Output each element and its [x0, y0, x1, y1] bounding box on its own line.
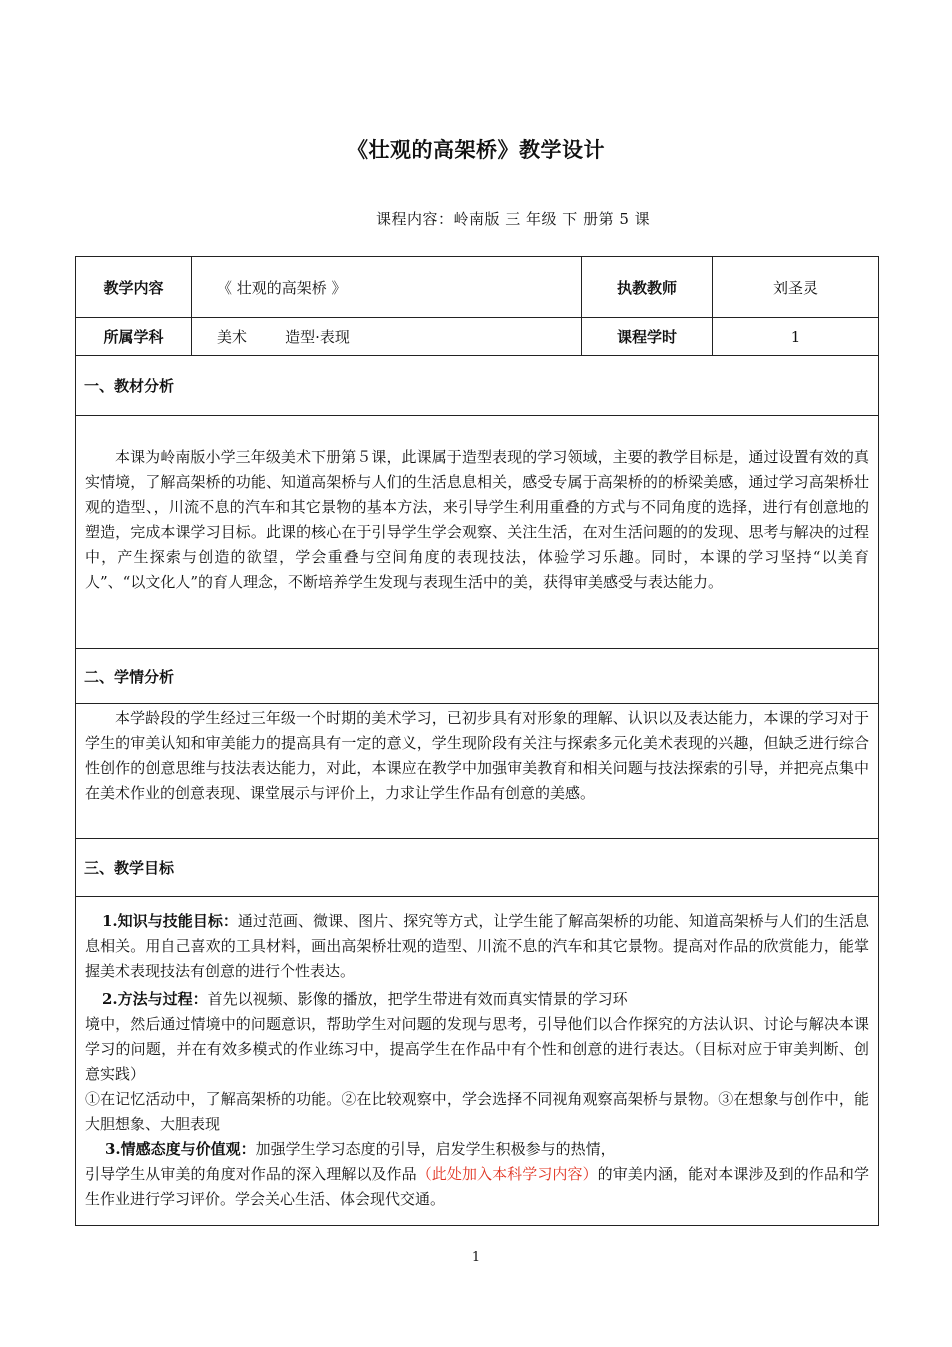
- info-row-content: [76, 257, 879, 318]
- textbook-analysis-text: 本课为岭南版小学三年级美术下册第５课，此课属于造型表现的学习领域，主要的教学目标是，通过设置有效的真实情境，了解高架桥的功能、知道高架桥与人们的生活息息相关，感受专属于高架桥的的桥梁美感，通过学习高架桥壮观的造型、，川流不息的汽车和其它景物的基本方法，来引导学生利用重叠的方式与不同角度的选择，进行有创意地的塑造，完成本课学习目标。此课的核心在于引导学生学会观察、关注生活，在对生活问题的的发现、思考与解决的过程中，产生探索与创造的欲望，学会重叠与空间角度的表现技法，体验学习乐趣。同时，本课的学习坚持“以美育人”、“以文化人”的育人理念，不断培养学生发现与表现生活中的美，获得审美感受与表达能力。: [85, 448, 869, 591]
- lesson-design-table: [75, 256, 879, 1226]
- goal-emotion-label: 3.情感态度与价值观：: [105, 1140, 256, 1158]
- section-heading-student-analysis: 二、学情分析: [76, 649, 879, 704]
- teaching-goals-cell: [76, 897, 879, 1226]
- goal-emotion-text-b2: 的审美内涵，能对本课涉及到的作品和学生作业进行学习评价。学会关心生活、体会现代交通。: [85, 1165, 869, 1208]
- label-teacher: 执教教师: [582, 257, 713, 318]
- goal-method-process: [85, 987, 869, 1012]
- course-subtitle: 课程内容：岭南版 三 年级 下 册第 5 课: [376, 210, 651, 228]
- textbook-analysis-cell: [76, 416, 879, 649]
- goal-emotion-text-b: [85, 1162, 869, 1212]
- goal-method-text-b: 境中，然后通过情境中的问题意识，帮助学生对问题的发现与思考，引导他们以合作探究的方法认识、讨论与解决本课学习的问题，并在有效多模式的作业练习中，提高学生在作品中有个性和创意的进行表达。（目标对应于审美判断、创意实践）: [85, 1015, 869, 1083]
- course-hours-value: 1: [713, 318, 879, 356]
- teacher-value: 刘圣灵: [713, 257, 879, 318]
- goal-method-text-c: ①在记忆活动中，了解高架桥的功能。②在比较观察中，学会选择不同视角观察高架桥与景物。③在想象与创作中，能大胆想象、大胆表现: [85, 1090, 869, 1133]
- student-analysis-cell: [76, 704, 879, 839]
- goal-emotion-annotation: （此处加入本科学习内容）: [416, 1165, 598, 1183]
- label-teaching-content: 教学内容: [76, 257, 192, 318]
- goal-knowledge-text: 通过范画、微课、图片、探究等方式，让学生能了解高架桥的功能、知道高架桥与人们的生活息息相关。用自己喜欢的工具材料，画出高架桥壮观的造型、川流不息的汽车和其它景物。提高对作品的欣赏能力，能掌握美术表现技法有创意的进行个性表达。: [85, 912, 869, 980]
- goal-emotion-text-a: 加强学生学习态度的引导，启发学生积极参与的热情，: [255, 1140, 616, 1158]
- goal-emotion-values: [85, 1137, 869, 1162]
- label-subject: 所属学科: [76, 318, 192, 356]
- label-course-hours: 课程学时: [582, 318, 713, 356]
- section-heading-textbook-analysis: 一、教材分析: [76, 356, 879, 416]
- goal-knowledge-skills: [85, 909, 869, 984]
- document-title: 《壮观的高架桥》教学设计: [347, 138, 605, 162]
- student-analysis-text: 本学龄段的学生经过三年级一个时期的美术学习，已初步具有对形象的理解、认识以及表达能力，本课的学习对于学生的审美认知和审美能力的提高具有一定的意义，学生现阶段有关注与探索多元化美术表现的兴趣，但缺乏进行综合性创作的创意思维与技法表达能力，对此，本课应在教学中加强审美教育和相关问题与技法探索的引导，并把亮点集中在美术作业的创意表现、课堂展示与评价上，力求让学生作品有创意的美感。: [85, 709, 869, 802]
- page-number: 1: [471, 1250, 481, 1265]
- section-heading-teaching-goals: 三、教学目标: [76, 839, 879, 897]
- teaching-content-value: 《 壮观的高架桥 》: [192, 257, 582, 318]
- subject-value: 美术 造型·表现: [192, 318, 582, 356]
- goal-knowledge-label: 1.知识与技能目标：: [102, 912, 238, 930]
- goal-method-label: 2.方法与过程：: [102, 990, 208, 1008]
- info-row-subject: [76, 318, 879, 356]
- goal-emotion-text-b1: 引导学生从审美的角度对作品的深入理解以及作品: [85, 1165, 417, 1183]
- goal-method-text-a: 首先以视频、影像的播放，把学生带进有效而真实情景的学习环: [207, 990, 628, 1008]
